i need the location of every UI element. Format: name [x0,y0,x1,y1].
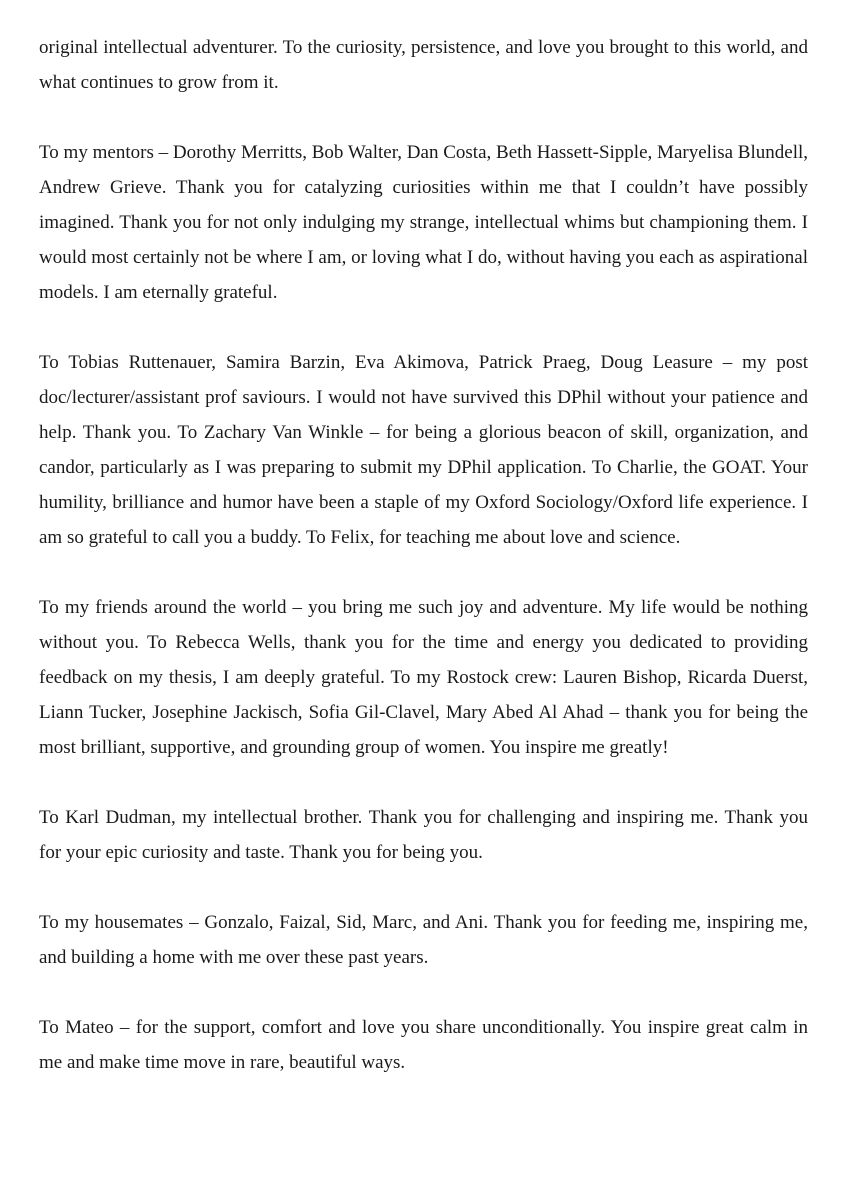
paragraph-postdocs: To Tobias Ruttenauer, Samira Barzin, Eva Akimova, Patrick Praeg, Doug Leasure – my post doc/lecturer/assistant prof saviours. I would not have survived this DPhil without your patience and help. Thank you. To Zachary Van Winkle – for being a glorious beacon of skill, organization, and candor, particularly as I was preparing to submit my DPhil application. To Charlie, the GOAT. Your humility, brilliance and humor have been a staple of my Oxford Sociology/Oxford life experience. I am so grateful to call you a buddy. To Felix, for teaching me about love and science. [39,352,808,548]
paragraph-friends: To my friends around the world – you bring me such joy and adventure. My life would be nothing without you. To Rebecca Wells, thank you for the time and energy you dedicated to providing feedback on my thesis, I am deeply grateful. To my Rostock crew: Lauren Bishop, Ricarda Duerst, Liann Tucker, Josephine Jackisch, Sofia Gil-Clavel, Mary Abed Al Ahad – thank you for being the most brilliant, supportive, and grounding group of women. You inspire me greatly! [39,597,808,758]
paragraph-housemates: To my housemates – Gonzalo, Faizal, Sid, Marc, and Ani. Thank you for feeding me, inspiring me, and building a home with me over these past years. [39,912,808,968]
document-page [39,30,808,1115]
paragraph-closing-dedication: original intellectual adventurer. To the curiosity, persistence, and love you brought to this world, and what continues to grow from it. [39,37,808,93]
paragraph-mentors: To my mentors – Dorothy Merritts, Bob Walter, Dan Costa, Beth Hassett-Sipple, Maryelisa Blundell, Andrew Grieve. Thank you for catalyzing curiosities within me that I couldn’t have possibly imagined. Thank you for not only indulging my strange, intellectual whims but championing them. I would most certainly not be where I am, or loving what I do, without having you each as aspirational models. I am eternally grateful. [39,142,808,303]
paragraph-karl-dudman: To Karl Dudman, my intellectual brother. Thank you for challenging and inspiring me. Thank you for your epic curiosity and taste. Thank you for being you. [39,807,808,863]
paragraph-mateo: To Mateo – for the support, comfort and love you share unconditionally. You inspire great calm in me and make time move in rare, beautiful ways. [39,1017,808,1073]
